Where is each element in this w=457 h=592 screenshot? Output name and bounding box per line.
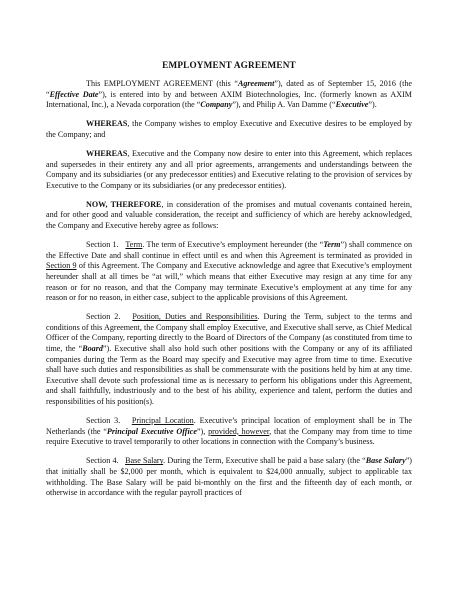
section-text: , that the Company may from time to time require Executive to travel temporarily to other locations in connection with the Company’s business. — [46, 426, 413, 447]
section-heading: Base Salary — [125, 456, 164, 466]
section-heading: Principal Location — [131, 416, 194, 426]
section-4-base-salary — [46, 456, 412, 498]
now-therefore-text: , in consideration of the promises and mutual covenants contained herein, and for other good and valuable consideration, the receipt and sufficiency of which are hereby acknowledged, the Company and Executive hereby agree as follows: — [46, 199, 413, 231]
section-heading: Position, Duties and Responsibilities — [132, 312, 258, 322]
section-text: . Executive’s principal location of employment shall be in The Netherlands (the “ — [46, 416, 412, 436]
defined-term-term: Term — [323, 240, 341, 250]
defined-term-company: Company — [200, 100, 233, 110]
section-2-position — [46, 312, 412, 407]
intro-text-1: This EMPLOYMENT AGREEMENT (this “ — [86, 79, 238, 88]
proviso-text: provided, however — [208, 426, 270, 436]
defined-term-base-salary: Base Salary — [365, 456, 406, 466]
intro-paragraph — [46, 79, 412, 111]
now-therefore-lead: NOW, THEREFORE — [86, 199, 162, 209]
whereas-text: , the Company wishes to employ Executive and Executive desires to be employed by the Company; and — [46, 119, 412, 139]
section-heading: Term — [125, 240, 143, 250]
now-therefore-paragraph — [46, 200, 412, 232]
section-text: ”) shall commence on the Effective Date and shall continue in effect until es and when this Agreement is terminated as provided in — [46, 240, 412, 260]
intro-text-4: ”), and Philip A. Van Damme (“ — [232, 100, 336, 110]
section-label: Section 4. — [86, 456, 119, 466]
intro-text-3: ”), is entered into by and between AXIM Biotechnologies, Inc. (formerly known as AXIM International, Inc.), a Nevada corporation (the “ — [46, 89, 412, 110]
intro-text-2: ”), dated as of September 15, 2016 (the “ — [46, 79, 412, 99]
whereas-lead: WHEREAS — [86, 148, 128, 158]
section-text: ”), — [196, 426, 209, 436]
defined-term-effective-date: Effective Date — [49, 89, 99, 99]
section-text: . During the Term, Executive shall be paid a base salary (the “ — [163, 456, 366, 466]
defined-term-board: Board — [82, 343, 103, 353]
section-text: ”) that initially shall be $2,000 per month, which is equivalent to $24,000 annually, subject to applicable tax withholding. The Base Salary will be paid bi-monthly on the first and the fifteenth day of each month, or otherwise in accordance with the regular payroll practices of — [46, 456, 412, 498]
section-text: . The term of Executive’s employment hereunder (the “ — [142, 240, 324, 250]
intro-text-5: ”). — [368, 100, 377, 110]
section-label: Section 1. — [86, 240, 119, 250]
whereas-paragraph-1 — [46, 119, 412, 140]
whereas-paragraph-2 — [46, 149, 412, 191]
section-3-location — [46, 416, 412, 448]
document-title: EMPLOYMENT AGREEMENT — [162, 60, 296, 70]
section-text: . During the Term, subject to the terms and conditions of this Agreement, the Company shall employ Executive, and Executive shall serve, as Chief Medical Officer of the Company, reporting directly to the Board of Directors of the Company (as constituted from time to time, the “ — [46, 312, 412, 353]
section-1-term — [46, 240, 412, 304]
section-text: ”). Executive shall also hold such other positions with the Company or any of its affiliated companies during the Term as the Board may specify and Executive may agree from time to time. Executive shall have such duties and responsibilities as shall be commensurate with the positions held by him at any time. Executive shall devote such professional time as is necessary to perform his obligations under this Agreement, and shall faithfully, industriously and to the best of his ability, experience and talent, perform the duties and responsibilities of his position(s). — [46, 343, 413, 406]
defined-term-principal-executive-office: Principal Executive Office — [106, 426, 197, 436]
section-label: Section 2. — [86, 312, 121, 322]
defined-term-agreement: Agreement — [237, 79, 275, 88]
whereas-text: , Executive and the Company now desire to enter into this Agreement, which replaces and supersedes in their entirety any and all prior agreements, arrangements and understandings between the Company and its subsidiaries (or any predecessor entities) and Executive relating to the provision of services by Executive to the Company or its subsidiaries (or any predecessor entities). — [46, 148, 412, 190]
whereas-lead: WHEREAS — [86, 119, 128, 129]
section-reference: Section 9 — [46, 261, 77, 271]
section-label: Section 3. — [86, 416, 121, 426]
defined-term-executive: Executive — [335, 100, 369, 110]
section-text: of this Agreement. The Company and Executive acknowledge and agree that Executive’s employment hereunder shall at all times be “at will,” which means that either Executive may resign at any time for any reason or for no reason, and that the Company may terminate Executive’s employment at any time for any reason or for no reason, in either case, subject to the applicable provisions of this Agreement. — [46, 261, 412, 303]
